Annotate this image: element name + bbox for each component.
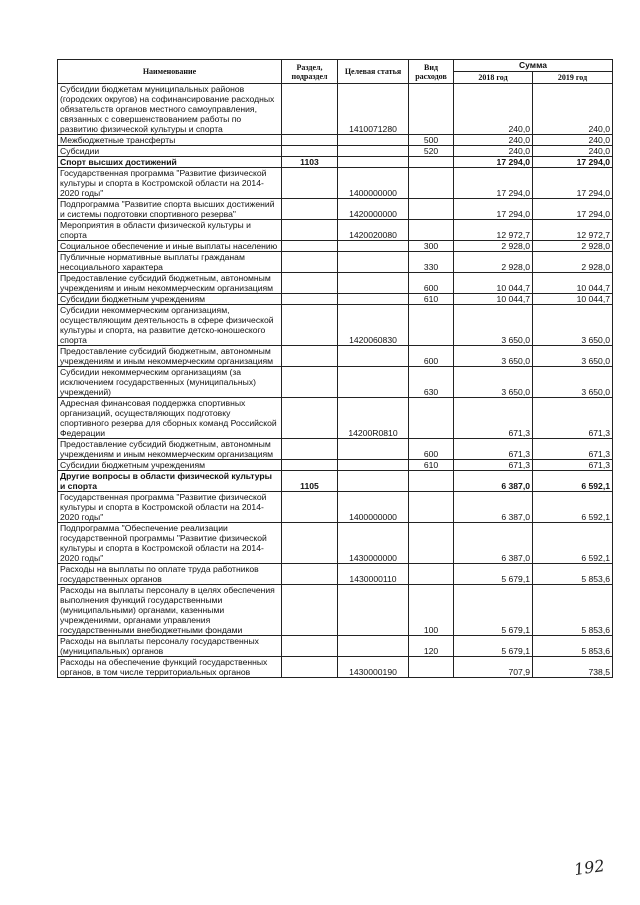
cell-amount-2018: 671,3	[454, 439, 533, 460]
cell-target: 1420000000	[338, 199, 409, 220]
table-row	[58, 460, 613, 471]
cell-target	[338, 460, 409, 471]
cell-amount-2019: 240,0	[533, 146, 613, 157]
cell-section	[282, 460, 338, 471]
header-expense-type: Вид расходов	[409, 60, 454, 84]
cell-expense-type: 300	[409, 241, 454, 252]
table-row	[58, 273, 613, 294]
cell-amount-2019: 6 592,1	[533, 471, 613, 492]
cell-expense-type: 120	[409, 636, 454, 657]
cell-section	[282, 564, 338, 585]
cell-target: 1410071280	[338, 84, 409, 135]
table-row	[58, 439, 613, 460]
cell-amount-2018: 3 650,0	[454, 305, 533, 346]
cell-amount-2018: 6 387,0	[454, 492, 533, 523]
cell-expense-type: 100	[409, 585, 454, 636]
table-row	[58, 585, 613, 636]
cell-expense-type	[409, 398, 454, 439]
cell-section: 1105	[282, 471, 338, 492]
cell-target	[338, 471, 409, 492]
cell-section	[282, 146, 338, 157]
table-row	[58, 168, 613, 199]
cell-name: Субсидии бюджетным учреждениям	[58, 460, 282, 471]
cell-section	[282, 367, 338, 398]
cell-amount-2019: 10 044,7	[533, 273, 613, 294]
cell-amount-2019: 240,0	[533, 84, 613, 135]
cell-amount-2018: 12 972,7	[454, 220, 533, 241]
cell-amount-2018: 6 387,0	[454, 471, 533, 492]
cell-expense-type	[409, 168, 454, 199]
cell-name: Подпрограмма "Развитие спорта высших достижений и системы подготовки спортивного резерва"	[58, 199, 282, 220]
table-row	[58, 305, 613, 346]
cell-amount-2019: 3 650,0	[533, 305, 613, 346]
cell-name: Расходы на выплаты по оплате труда работников государственных органов	[58, 564, 282, 585]
cell-amount-2018: 17 294,0	[454, 157, 533, 168]
cell-amount-2018: 10 044,7	[454, 294, 533, 305]
cell-expense-type	[409, 523, 454, 564]
cell-expense-type	[409, 199, 454, 220]
cell-amount-2018: 240,0	[454, 84, 533, 135]
cell-target	[338, 585, 409, 636]
header-amount: Сумма	[454, 60, 613, 72]
cell-expense-type: 600	[409, 346, 454, 367]
cell-section	[282, 305, 338, 346]
cell-expense-type	[409, 564, 454, 585]
cell-section	[282, 636, 338, 657]
cell-name: Расходы на выплаты персоналу в целях обеспечения выполнения функций государственными (муниципальными) органами, казенными учреждениями, органами управления государственными внебюджетными фондами	[58, 585, 282, 636]
table-body	[58, 84, 613, 678]
cell-amount-2018: 671,3	[454, 398, 533, 439]
cell-amount-2018: 5 679,1	[454, 636, 533, 657]
header-section: Раздел, подраздел	[282, 60, 338, 84]
table-header	[58, 60, 613, 84]
cell-section	[282, 398, 338, 439]
cell-name: Предоставление субсидий бюджетным, автономным учреждениям и иным некоммерческим организациям	[58, 439, 282, 460]
cell-target: 1420060830	[338, 305, 409, 346]
cell-expense-type: 610	[409, 460, 454, 471]
table-row	[58, 294, 613, 305]
budget-table	[57, 59, 613, 678]
cell-name: Мероприятия в области физической культуры и спорта	[58, 220, 282, 241]
cell-amount-2018: 2 928,0	[454, 241, 533, 252]
table-row	[58, 252, 613, 273]
cell-target	[338, 367, 409, 398]
cell-name: Субсидии	[58, 146, 282, 157]
cell-name: Государственная программа "Развитие физической культуры и спорта в Костромской области на 2014-2020 годы"	[58, 168, 282, 199]
cell-expense-type: 600	[409, 273, 454, 294]
cell-amount-2018: 240,0	[454, 146, 533, 157]
cell-amount-2019: 671,3	[533, 398, 613, 439]
cell-amount-2019: 5 853,6	[533, 585, 613, 636]
cell-amount-2018: 3 650,0	[454, 367, 533, 398]
header-target: Целевая статья	[338, 60, 409, 84]
cell-name: Предоставление субсидий бюджетным, автономным учреждениям и иным некоммерческим организациям	[58, 346, 282, 367]
cell-section	[282, 523, 338, 564]
cell-expense-type	[409, 220, 454, 241]
header-year-2019: 2019 год	[533, 72, 613, 84]
cell-amount-2019: 671,3	[533, 439, 613, 460]
cell-target	[338, 346, 409, 367]
cell-section	[282, 252, 338, 273]
cell-section	[282, 84, 338, 135]
cell-amount-2019: 17 294,0	[533, 199, 613, 220]
cell-target: 14200R0810	[338, 398, 409, 439]
cell-amount-2019: 5 853,6	[533, 636, 613, 657]
cell-amount-2018: 17 294,0	[454, 199, 533, 220]
cell-name: Расходы на выплаты персоналу государственных (муниципальных) органов	[58, 636, 282, 657]
cell-amount-2019: 671,3	[533, 460, 613, 471]
cell-amount-2018: 6 387,0	[454, 523, 533, 564]
cell-amount-2018: 2 928,0	[454, 252, 533, 273]
cell-section	[282, 273, 338, 294]
cell-amount-2019: 3 650,0	[533, 367, 613, 398]
cell-section	[282, 294, 338, 305]
cell-name: Субсидии бюджетам муниципальных районов (городских округов) на софинансирование расходных обязательств органов местного самоуправления, связанных с совершенствованием работы по развитию физической культуры и спорта	[58, 84, 282, 135]
cell-amount-2018: 10 044,7	[454, 273, 533, 294]
cell-name: Подпрограмма "Обеспечение реализации государственной программы "Развитие физической культуры и спорта в Костромской области на 2014-2020 годы"	[58, 523, 282, 564]
table-row	[58, 398, 613, 439]
table-row	[58, 492, 613, 523]
cell-target	[338, 157, 409, 168]
cell-expense-type	[409, 492, 454, 523]
cell-section	[282, 492, 338, 523]
table-row	[58, 346, 613, 367]
cell-expense-type: 330	[409, 252, 454, 273]
cell-target	[338, 636, 409, 657]
cell-amount-2018: 17 294,0	[454, 168, 533, 199]
cell-expense-type	[409, 305, 454, 346]
cell-amount-2018: 240,0	[454, 135, 533, 146]
cell-target	[338, 241, 409, 252]
cell-amount-2018: 5 679,1	[454, 585, 533, 636]
page-number: 192	[572, 855, 606, 880]
cell-target: 1430000110	[338, 564, 409, 585]
cell-expense-type: 500	[409, 135, 454, 146]
cell-expense-type: 520	[409, 146, 454, 157]
table-row	[58, 636, 613, 657]
cell-amount-2019: 6 592,1	[533, 523, 613, 564]
cell-amount-2019: 3 650,0	[533, 346, 613, 367]
cell-target	[338, 294, 409, 305]
cell-section	[282, 168, 338, 199]
cell-amount-2018: 5 679,1	[454, 564, 533, 585]
cell-name: Социальное обеспечение и иные выплаты населению	[58, 241, 282, 252]
cell-name: Субсидии бюджетным учреждениям	[58, 294, 282, 305]
table-row	[58, 367, 613, 398]
cell-expense-type	[409, 157, 454, 168]
cell-expense-type: 610	[409, 294, 454, 305]
cell-target	[338, 273, 409, 294]
table-row	[58, 220, 613, 241]
cell-amount-2018: 3 650,0	[454, 346, 533, 367]
cell-amount-2019: 17 294,0	[533, 157, 613, 168]
cell-section: 1103	[282, 157, 338, 168]
cell-target: 1400000000	[338, 168, 409, 199]
cell-amount-2019: 10 044,7	[533, 294, 613, 305]
cell-expense-type	[409, 471, 454, 492]
table-row	[58, 523, 613, 564]
cell-section	[282, 439, 338, 460]
table-row	[58, 199, 613, 220]
cell-name: Публичные нормативные выплаты гражданам несоциального характера	[58, 252, 282, 273]
cell-amount-2018: 707,9	[454, 657, 533, 678]
cell-amount-2019: 2 928,0	[533, 252, 613, 273]
cell-target: 1420020080	[338, 220, 409, 241]
cell-name: Государственная программа "Развитие физической культуры и спорта в Костромской области на 2014-2020 годы"	[58, 492, 282, 523]
cell-name: Субсидии некоммерческим организациям, осуществляющим деятельность в сфере физической культуры и спорта, на развитие детско-юношеского спорта	[58, 305, 282, 346]
table-row	[58, 471, 613, 492]
cell-section	[282, 199, 338, 220]
table-row	[58, 564, 613, 585]
table-row	[58, 157, 613, 168]
cell-section	[282, 220, 338, 241]
cell-name: Другие вопросы в области физической культуры и спорта	[58, 471, 282, 492]
table-row	[58, 657, 613, 678]
table-row	[58, 241, 613, 252]
cell-amount-2019: 5 853,6	[533, 564, 613, 585]
table-row	[58, 84, 613, 135]
cell-name: Расходы на обеспечение функций государственных органов, в том числе территориальных органов	[58, 657, 282, 678]
cell-section	[282, 241, 338, 252]
cell-section	[282, 135, 338, 146]
header-name: Наименование	[58, 60, 282, 84]
cell-amount-2019: 240,0	[533, 135, 613, 146]
cell-target	[338, 135, 409, 146]
cell-target	[338, 146, 409, 157]
cell-expense-type: 600	[409, 439, 454, 460]
cell-name: Спорт высших достижений	[58, 157, 282, 168]
cell-amount-2019: 738,5	[533, 657, 613, 678]
cell-section	[282, 346, 338, 367]
cell-section	[282, 657, 338, 678]
header-year-2018: 2018 год	[454, 72, 533, 84]
table-row	[58, 135, 613, 146]
cell-amount-2018: 671,3	[454, 460, 533, 471]
cell-amount-2019: 6 592,1	[533, 492, 613, 523]
cell-target	[338, 252, 409, 273]
cell-section	[282, 585, 338, 636]
cell-name: Предоставление субсидий бюджетным, автономным учреждениям и иным некоммерческим организациям	[58, 273, 282, 294]
cell-target: 1400000000	[338, 492, 409, 523]
table-row	[58, 146, 613, 157]
cell-amount-2019: 17 294,0	[533, 168, 613, 199]
cell-name: Субсидии некоммерческим организациям (за исключением государственных (муниципальных) учреждений)	[58, 367, 282, 398]
cell-amount-2019: 2 928,0	[533, 241, 613, 252]
cell-expense-type	[409, 84, 454, 135]
cell-target	[338, 439, 409, 460]
cell-expense-type	[409, 657, 454, 678]
cell-name: Адресная финансовая поддержка спортивных организаций, осуществляющих подготовку спортивного резерва для сборных команд Российской Федерации	[58, 398, 282, 439]
cell-expense-type: 630	[409, 367, 454, 398]
cell-amount-2019: 12 972,7	[533, 220, 613, 241]
cell-target: 1430000190	[338, 657, 409, 678]
cell-name: Межбюджетные трансферты	[58, 135, 282, 146]
cell-target: 1430000000	[338, 523, 409, 564]
